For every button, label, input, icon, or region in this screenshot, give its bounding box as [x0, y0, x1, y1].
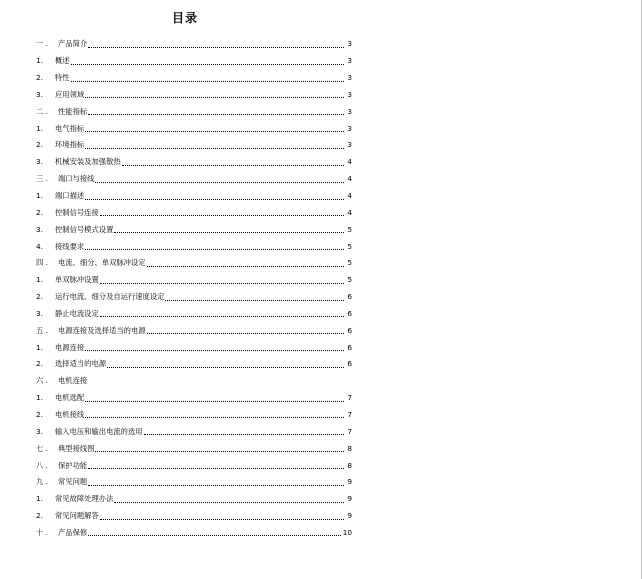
toc-dot-leader: [100, 215, 344, 216]
toc-section-entry[interactable]: [36, 474, 352, 491]
toc-entry-label: 运行电流、细分及自运行速度设定: [55, 292, 165, 302]
toc-dot-leader: [85, 131, 344, 132]
toc-entry[interactable]: [36, 221, 352, 238]
toc-page-number: 6: [347, 292, 352, 302]
toc-entry[interactable]: [36, 120, 352, 137]
toc-entry-label: 输入电压和输出电流的选用: [55, 426, 143, 436]
toc-page-number: 5: [347, 241, 352, 251]
toc-entry-number: 3.: [36, 224, 43, 234]
toc-entry-number: 八 .: [36, 460, 48, 470]
toc-dot-leader: [100, 316, 344, 317]
toc-page-number: 6: [347, 359, 352, 369]
toc-entry-number: 2.: [36, 409, 43, 419]
toc-entry-label: 电机选配: [55, 393, 85, 403]
toc-entry-label: 端口与接线: [58, 174, 95, 184]
toc-page-number: 7: [347, 426, 352, 436]
toc-page-number: 3: [347, 123, 352, 133]
toc-dot-leader: [85, 249, 344, 250]
toc-dot-leader: [71, 64, 344, 65]
toc-section-entry[interactable]: [36, 322, 352, 339]
toc-entry-number: 2.: [36, 140, 43, 150]
toc-page-number: 4: [347, 157, 352, 167]
toc-entry-number: 3.: [36, 89, 43, 99]
toc-dot-leader: [88, 468, 344, 469]
toc-entry-number: 七 .: [36, 443, 48, 453]
toc-page-number: 10: [342, 527, 352, 537]
toc-page-number: 9: [347, 511, 352, 521]
toc-entry-label: 端口描述: [55, 191, 85, 201]
toc-dot-leader: [114, 502, 344, 503]
toc-entry-label: 环境指标: [55, 140, 85, 150]
toc-entry-label: 静止电流设定: [55, 308, 99, 318]
toc-entry-label: 性能指标: [58, 106, 88, 116]
toc-entry-number: 2.: [36, 511, 43, 521]
toc-page-number: 3: [347, 73, 352, 83]
toc-page-number: 9: [347, 477, 352, 487]
toc-page-number: 6: [347, 308, 352, 318]
toc-dot-leader: [88, 114, 344, 115]
toc-dot-leader: [100, 283, 344, 284]
toc-section-entry[interactable]: [36, 255, 352, 272]
toc-entry-label: 应用领域: [55, 89, 85, 99]
toc-section-entry[interactable]: [36, 524, 352, 541]
toc-entry[interactable]: [36, 238, 352, 255]
toc-entry-label: 概述: [55, 56, 70, 66]
toc-entry-label: 选择适当的电源: [55, 359, 107, 369]
toc-entry[interactable]: [36, 70, 352, 87]
toc-entry-label: 常见问题: [58, 477, 88, 487]
toc-entry-label: 特性: [55, 73, 70, 83]
toc-dot-leader: [122, 165, 344, 166]
toc-section-entry[interactable]: [36, 103, 352, 120]
toc-dot-leader: [95, 182, 344, 183]
toc-entry-number: 一 .: [36, 39, 48, 49]
toc-page-number: 6: [347, 342, 352, 352]
toc-section-entry[interactable]: [36, 440, 352, 457]
toc-entry-number: 2.: [36, 359, 43, 369]
toc-dot-leader: [107, 367, 344, 368]
toc-dot-leader: [165, 300, 344, 301]
toc-dot-leader: [114, 232, 344, 233]
toc-dot-leader: [144, 434, 344, 435]
toc-entry-label: 单双脉冲设置: [55, 275, 99, 285]
toc-dot-leader: [85, 417, 344, 418]
toc-entry-number: 1.: [36, 393, 43, 403]
toc-entry-number: 1.: [36, 494, 43, 504]
toc-page-number: 6: [347, 325, 352, 335]
toc-entry[interactable]: [36, 356, 352, 373]
toc-page-number: 9: [347, 494, 352, 504]
toc-entry-label: 机械安装及加强散热: [55, 157, 121, 167]
toc-entry-number: 3.: [36, 426, 43, 436]
toc-entry-label: 典型接线图: [58, 443, 95, 453]
toc-entry[interactable]: [36, 508, 352, 525]
toc-entry[interactable]: [36, 272, 352, 289]
toc-entry[interactable]: [36, 390, 352, 407]
toc-entry-number: 六 .: [36, 376, 48, 386]
toc-entry-number: 3.: [36, 157, 43, 167]
toc-section-entry[interactable]: [36, 36, 352, 53]
toc-entry-number: 九 .: [36, 477, 48, 487]
toc-dot-leader: [85, 401, 344, 402]
toc-page-number: 8: [347, 460, 352, 470]
toc-entry-label: 常见故障处理办法: [55, 494, 114, 504]
document-title: 目录: [171, 11, 198, 25]
toc-dot-leader: [88, 47, 344, 48]
toc-page-number: 3: [347, 140, 352, 150]
toc-entry-number: 1.: [36, 191, 43, 201]
toc-entry-number: 4.: [36, 241, 43, 251]
toc-dot-leader: [147, 333, 344, 334]
toc-entry-label: 常见问题解答: [55, 511, 99, 521]
toc-entry[interactable]: [36, 53, 352, 70]
toc-entry-number: 四 .: [36, 258, 48, 268]
toc-section-entry[interactable]: [36, 457, 352, 474]
toc-dot-leader: [85, 199, 344, 200]
toc-entry-label: 控制信号模式设置: [55, 224, 114, 234]
toc-page-number: 3: [347, 89, 352, 99]
toc-entry-label: 产品保修: [58, 527, 88, 537]
toc-entry-number: 1.: [36, 56, 43, 66]
toc-page-number: 4: [347, 191, 352, 201]
toc-entry-number: 1.: [36, 123, 43, 133]
toc-entry-label: 电流、细分、单双脉冲设定: [58, 258, 146, 268]
toc-page-number: 3: [347, 106, 352, 116]
toc-entry[interactable]: [36, 339, 352, 356]
toc-page-number: 3: [347, 39, 352, 49]
toc-page-number: 5: [347, 224, 352, 234]
toc-entry[interactable]: [36, 188, 352, 205]
toc-entry-label: 电源连接: [55, 342, 85, 352]
toc-page-number: 5: [347, 258, 352, 268]
toc-dot-leader: [147, 266, 344, 267]
toc-entry-label: 接线要求: [55, 241, 85, 251]
toc-entry-label: 控制信号连接: [55, 207, 99, 217]
toc-entry-label: 电机接线: [55, 409, 85, 419]
toc-page-number: 5: [347, 275, 352, 285]
toc-dot-leader: [85, 350, 344, 351]
toc-section-entry[interactable]: [36, 373, 352, 390]
toc-page-number: 3: [347, 56, 352, 66]
toc-entry[interactable]: [36, 289, 352, 306]
toc-entry[interactable]: [36, 137, 352, 154]
toc-entry[interactable]: [36, 423, 352, 440]
toc-section-entry[interactable]: [36, 171, 352, 188]
toc-dot-leader: [71, 81, 344, 82]
toc-page-number: 4: [347, 207, 352, 217]
toc-dot-leader: [95, 451, 344, 452]
toc-entry-number: 1.: [36, 275, 43, 285]
toc-entry[interactable]: [36, 407, 352, 424]
toc-entry-number: 2.: [36, 207, 43, 217]
toc-entry-number: 五 .: [36, 325, 48, 335]
toc-entry[interactable]: [36, 204, 352, 221]
toc-entry-number: 2.: [36, 73, 43, 83]
table-of-contents: [36, 36, 352, 541]
toc-entry[interactable]: [36, 87, 352, 104]
toc-dot-leader: [100, 519, 344, 520]
toc-entry[interactable]: [36, 491, 352, 508]
toc-entry-number: 十 .: [36, 527, 48, 537]
toc-entry-label: 电源连接及选择适当的电源: [58, 325, 146, 335]
toc-entry-number: 1.: [36, 342, 43, 352]
toc-dot-leader: [85, 148, 344, 149]
toc-page-number: 4: [347, 174, 352, 184]
toc-entry[interactable]: [36, 306, 352, 323]
toc-dot-leader: [88, 535, 341, 536]
toc-entry-label: 产品简介: [58, 39, 88, 49]
toc-entry-label: 保护功能: [58, 460, 88, 470]
toc-entry-number: 2.: [36, 292, 43, 302]
toc-entry-number: 三 .: [36, 174, 48, 184]
toc-entry-label: 电气指标: [55, 123, 85, 133]
toc-entry-label: 电机连接: [58, 376, 88, 386]
toc-page-number: 7: [347, 409, 352, 419]
toc-page-number: 7: [347, 393, 352, 403]
toc-entry-number: 二 .: [36, 106, 48, 116]
toc-entry-number: 3.: [36, 308, 43, 318]
toc-page-number: 8: [347, 443, 352, 453]
toc-entry[interactable]: [36, 154, 352, 171]
toc-dot-leader: [85, 97, 344, 98]
toc-dot-leader: [88, 485, 344, 486]
